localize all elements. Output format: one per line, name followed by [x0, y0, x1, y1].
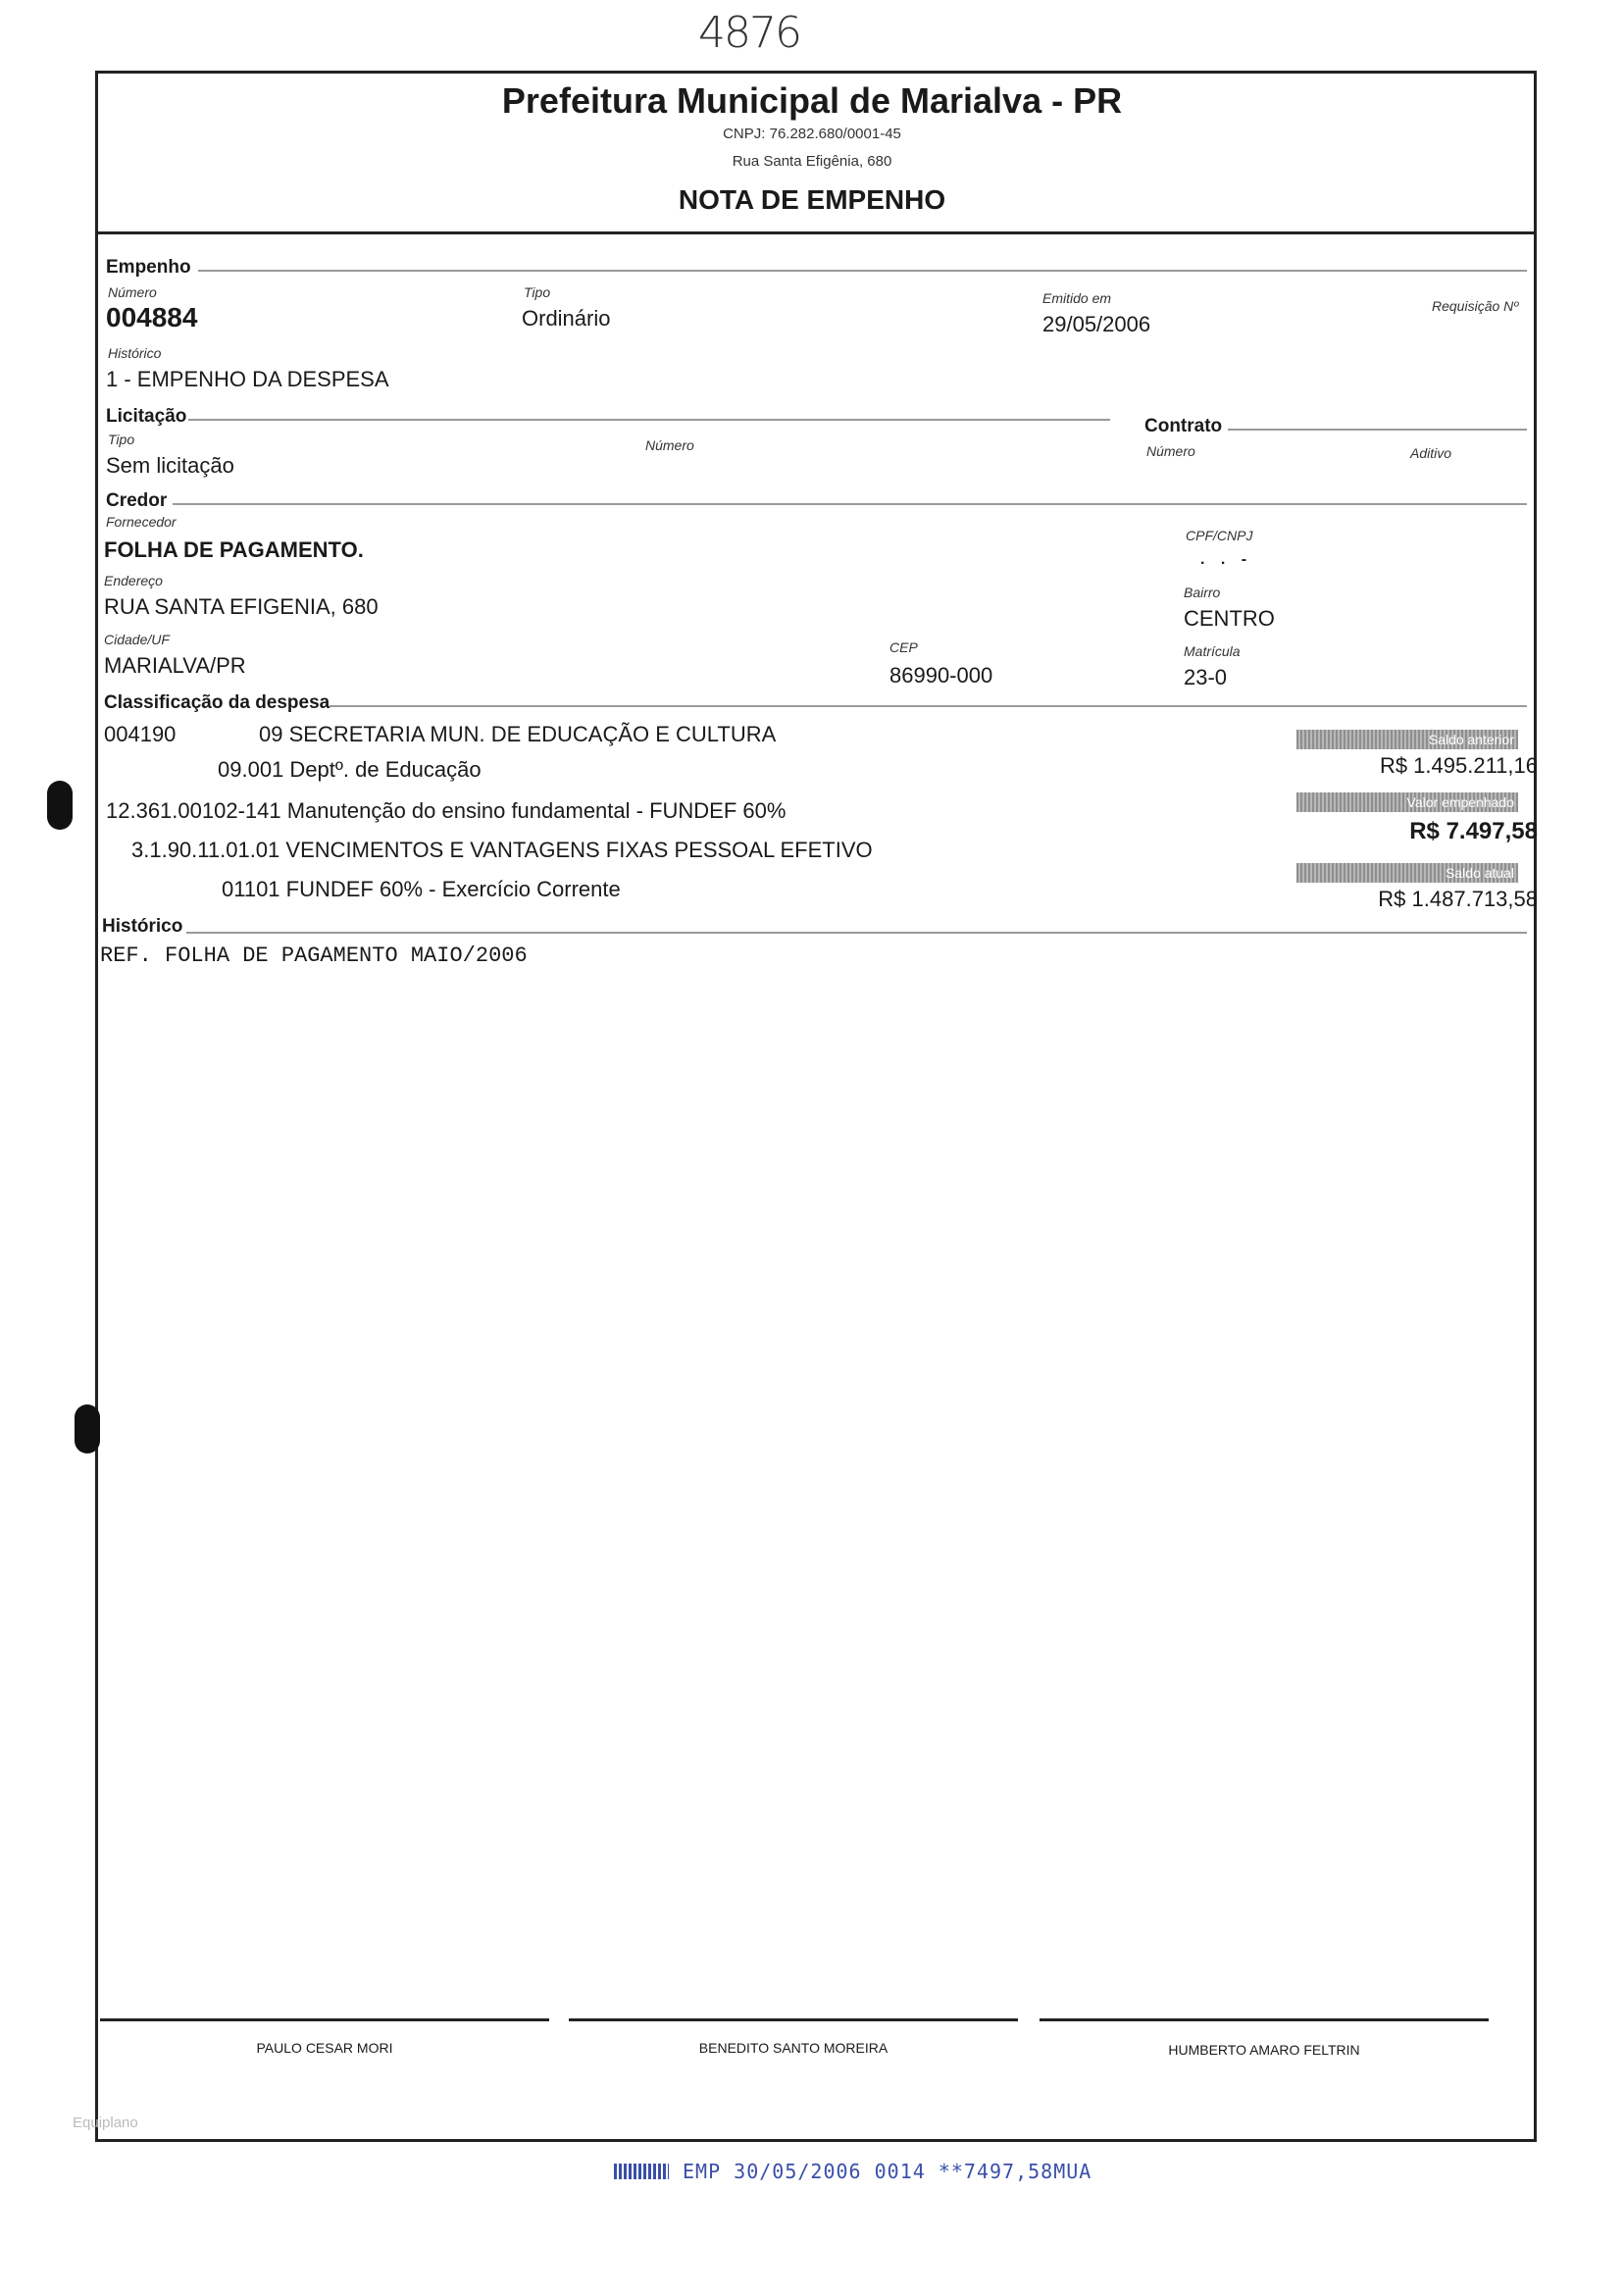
cnpj-text: CNPJ: 76.282.680/0001-45: [723, 126, 901, 142]
fornecedor-label: Fornecedor: [106, 514, 177, 530]
cpf-label: CPF/CNPJ: [1186, 528, 1253, 543]
empenho-numero: 004884: [106, 302, 198, 332]
matricula-label: Matrícula: [1184, 643, 1241, 659]
fornecedor-name: FOLHA DE PAGAMENTO.: [104, 537, 364, 562]
empenho-numero-label: Número: [108, 284, 157, 300]
cidade-label: Cidade/UF: [104, 632, 170, 647]
section-classificacao: Classificação da despesa: [104, 692, 330, 713]
licitacao-rule: [188, 419, 1110, 421]
licitacao-tipo-label: Tipo: [108, 432, 135, 447]
saldo-anterior-label: Saldo anterior: [1296, 730, 1518, 749]
licitacao-tipo: Sem licitação: [106, 453, 234, 478]
protocol-stamp: [614, 2160, 1091, 2183]
classificacao-secretaria: 09 SECRETARIA MUN. DE EDUCAÇÃO E CULTURA: [259, 722, 777, 746]
contrato-numero-label: Número: [1146, 443, 1195, 459]
document-title: NOTA DE EMPENHO: [678, 184, 946, 215]
emitido-label: Emitido em: [1042, 290, 1112, 306]
section-licitacao: Licitação: [106, 406, 187, 427]
empenho-rule: [198, 270, 1527, 272]
emitido-date: 29/05/2006: [1042, 312, 1151, 336]
classificacao-funcional: 12.361.00102-141 Manutenção do ensino fundamental - FUNDEF 60%: [106, 798, 787, 823]
classificacao-departamento: 09.001 Deptº. de Educação: [218, 757, 482, 782]
section-empenho: Empenho: [106, 257, 191, 278]
cep-label: CEP: [889, 639, 918, 655]
requisicao-label: Requisição Nº: [1432, 298, 1519, 314]
header-divider: [95, 231, 1537, 234]
handwritten-page-number: 4876: [698, 8, 800, 58]
historico-rule: [186, 932, 1527, 934]
software-name: Equiplano: [73, 2115, 138, 2131]
punch-hole-top: [47, 781, 73, 830]
section-credor: Credor: [106, 490, 168, 511]
classificacao-codigo: 004190: [104, 722, 177, 746]
matricula-value: 23-0: [1184, 665, 1228, 689]
classificacao-fonte: 01101 FUNDEF 60% - Exercício Corrente: [222, 877, 621, 901]
classificacao-elemento: 3.1.90.11.01.01 VENCIMENTOS E VANTAGENS FIXAS PESSOAL EFETIVO: [131, 838, 873, 862]
stamp-text: EMP 30/05/2006 0014 **7497,58MUA: [683, 2160, 1092, 2183]
signature-line-2: [569, 2018, 1018, 2021]
municipality-title: Prefeitura Municipal de Marialva - PR: [501, 80, 1123, 121]
classificacao-rule: [330, 705, 1527, 707]
endereco-label: Endereço: [104, 573, 163, 588]
saldo-atual-value: R$ 1.487.713,58: [1378, 887, 1538, 911]
section-historico: Histórico: [102, 916, 183, 937]
cpf-value: . . -: [1200, 551, 1253, 568]
saldo-anterior-value: R$ 1.495.211,16: [1379, 753, 1538, 778]
contrato-aditivo-label: Aditivo: [1410, 445, 1452, 461]
signatory-2: BENEDITO SANTO MOREIRA: [698, 2040, 888, 2056]
historico-text: REF. FOLHA DE PAGAMENTO MAIO/2006: [100, 943, 528, 968]
licitacao-numero-label: Número: [645, 437, 694, 453]
bairro-label: Bairro: [1184, 585, 1221, 600]
saldo-atual-label: Saldo atual: [1296, 863, 1518, 883]
punch-hole-bottom: [75, 1404, 100, 1453]
stamp-logo-icon: [614, 2164, 669, 2179]
address-text: Rua Santa Efigênia, 680: [732, 153, 892, 170]
signatory-3: HUMBERTO AMARO FELTRIN: [1168, 2042, 1360, 2058]
section-contrato: Contrato: [1144, 416, 1223, 436]
signatory-1: PAULO CESAR MORI: [256, 2040, 393, 2056]
valor-empenhado-label: Valor empenhado: [1296, 792, 1518, 812]
endereco-value: RUA SANTA EFIGENIA, 680: [104, 594, 379, 619]
cidade-value: MARIALVA/PR: [104, 653, 246, 678]
empenho-tipo: Ordinário: [522, 306, 611, 331]
empenho-historico-label: Histórico: [108, 345, 162, 361]
empenho-tipo-label: Tipo: [524, 284, 551, 300]
credor-rule: [173, 503, 1527, 505]
cep-value: 86990-000: [889, 663, 993, 688]
empenho-historico: 1 - EMPENHO DA DESPESA: [106, 367, 389, 391]
valor-empenhado-value: R$ 7.497,58: [1409, 818, 1538, 844]
bairro-value: CENTRO: [1184, 606, 1275, 631]
signature-line-3: [1040, 2018, 1489, 2021]
contrato-rule: [1228, 429, 1527, 431]
signature-line-1: [100, 2018, 549, 2021]
